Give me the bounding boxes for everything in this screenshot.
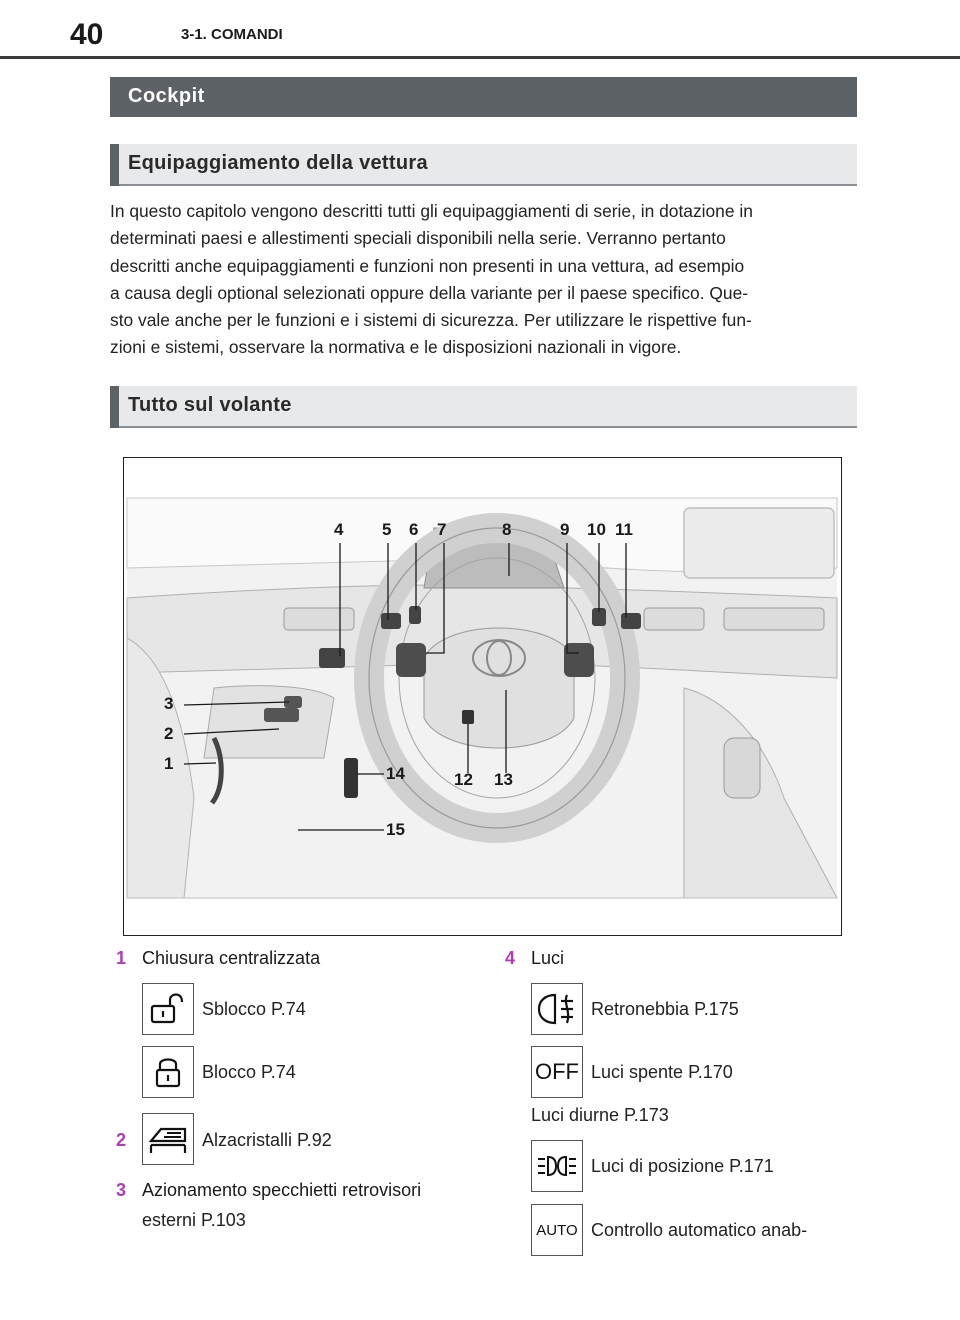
window-icon (142, 1113, 194, 1165)
legend-item-4-label: Luci (531, 948, 565, 968)
callout-11: 11 (615, 520, 633, 539)
legend-item-1-number: 1 (116, 948, 127, 968)
rear-fog-icon (531, 983, 583, 1035)
legend-item-1a-label: Sblocco P.74 (202, 999, 306, 1019)
callout-12: 12 (454, 770, 473, 789)
legend-item-4e-label: Controllo automatico anab- (591, 1220, 808, 1240)
unlock-icon (142, 983, 194, 1035)
legend-item-1 (116, 948, 320, 969)
callout-3: 3 (164, 694, 174, 713)
callout-9: 9 (560, 520, 570, 539)
lights-off-icon (531, 1046, 583, 1098)
callout-4: 4 (334, 520, 344, 539)
legend-item-3 (116, 1180, 421, 1201)
lock-icon (142, 1046, 194, 1098)
callout-15: 15 (386, 820, 405, 839)
subsection-steering-title (110, 386, 857, 428)
subsection-equipment-title (110, 144, 857, 186)
legend-item-1b-label: Blocco P.74 (202, 1062, 296, 1082)
auto-lights-icon (531, 1204, 583, 1256)
callout-7: 7 (437, 520, 447, 539)
legend-item-4a-label: Retronebbia P.175 (591, 999, 739, 1019)
legend-item-4d-label: Luci di posizione P.171 (591, 1156, 774, 1176)
header-divider (0, 56, 960, 59)
callout-8: 8 (502, 520, 512, 539)
position-lights-icon (531, 1140, 583, 1192)
callout-2: 2 (164, 724, 174, 743)
cockpit-figure (123, 457, 842, 936)
legend-item-3-label-line2: esterni P.103 (142, 1210, 246, 1230)
cockpit-illustration (124, 458, 840, 934)
legend-item-1-label: Chiusura centralizzata (142, 948, 321, 968)
subsection-steering-label: Tutto sul volante (128, 394, 292, 416)
callout-5: 5 (382, 520, 392, 539)
legend-item-2 (116, 1130, 142, 1151)
legend-item-3-label-line1: Azionamento specchietti retrovisori (142, 1180, 422, 1200)
chapter-title: 3-1. COMANDI (181, 26, 283, 43)
callout-10: 10 (587, 520, 606, 539)
legend-item-3-number: 3 (116, 1180, 127, 1200)
lights-off-icon-text: OFF (535, 1059, 579, 1084)
legend-item-2-label: Alzacristalli P.92 (202, 1130, 332, 1150)
legend-item-4-number: 4 (505, 948, 516, 968)
legend-item-2-number: 2 (116, 1130, 127, 1150)
auto-lights-icon-text: AUTO (536, 1221, 578, 1239)
subsection-equipment-label: Equipaggiamento della vettura (128, 152, 428, 174)
callout-14: 14 (386, 764, 405, 783)
callout-13: 13 (494, 770, 513, 789)
legend-item-4 (505, 948, 564, 969)
section-title: Cockpit (110, 77, 857, 117)
callout-6: 6 (409, 520, 419, 539)
legend-item-4c-label: Luci diurne P.173 (531, 1105, 669, 1125)
legend-item-4b-label: Luci spente P.170 (591, 1062, 733, 1082)
intro-paragraph: In questo capitolo vengono descritti tutti gli equipaggiamenti di serie, in dotazione in determinati paesi e allestimenti speciali disponibili nella serie. Verranno pertanto descritti anche equipaggiamenti e funzioni non presenti in una vettura, ad esempio a causa degli optional selezionati oppure della variante per il paese specifico. Que- sto vale anche per le funzioni e i sistemi di sicurezza. Per utilizzare le rispettive fun- zioni e sistemi, osservare la normativa e le disposizioni nazionali in vigore. (110, 201, 753, 358)
page-number: 40 (70, 18, 104, 51)
callout-1: 1 (164, 754, 174, 773)
